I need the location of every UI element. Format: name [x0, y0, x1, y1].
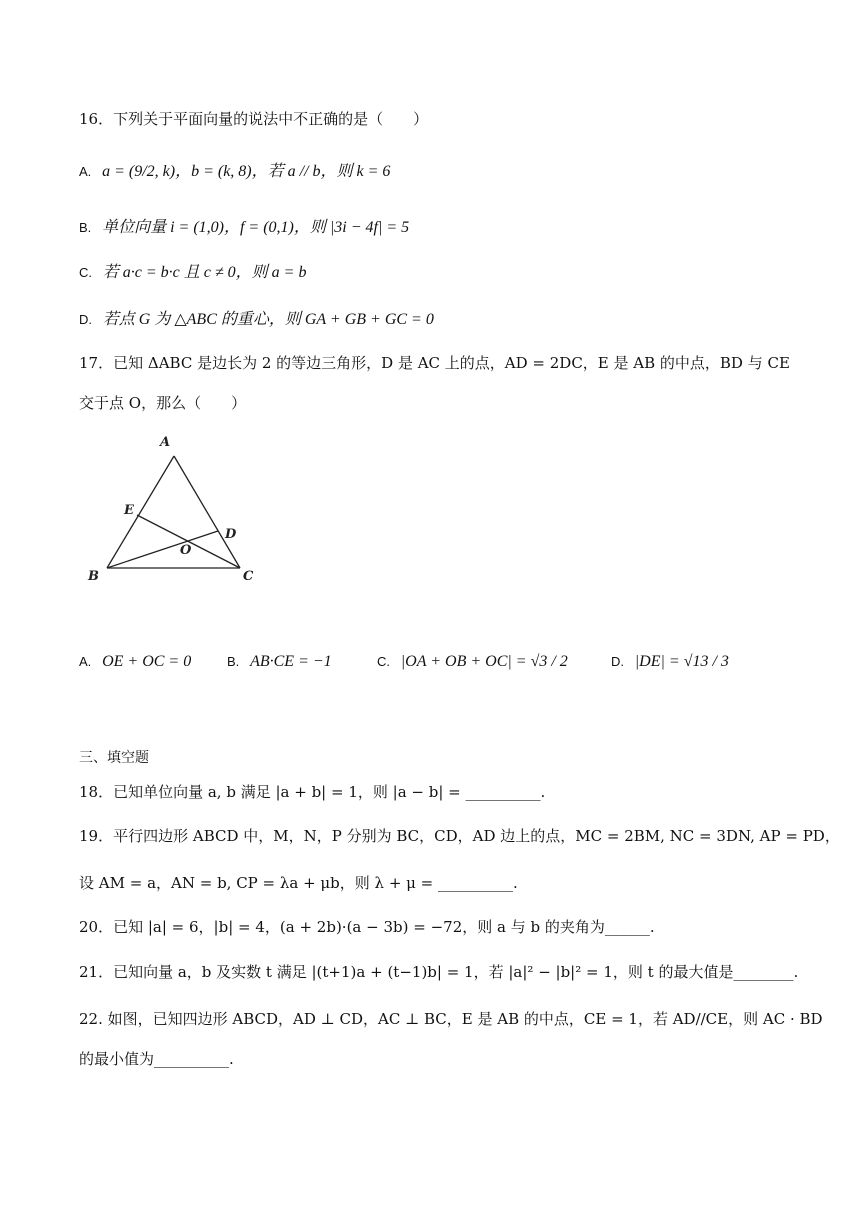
q19-line2: 设 AM = a，AN = b, CP = λa + μb，则 λ + μ = __________.	[79, 874, 518, 892]
q17-option-a-text: OE + OC = 0	[102, 653, 192, 670]
q22-line1: 22. 如图，已知四边形 ABCD，AD ⊥ CD，AC ⊥ BC，E 是 AB 的中点，CE = 1，若 AD//CE，则 AC · BD	[79, 1010, 823, 1028]
q16-option-a	[79, 160, 800, 183]
q17-option-a-label: A.	[79, 654, 92, 669]
point-label-d: D	[225, 527, 237, 542]
q17-option-d-text: |DE| = √13 / 3	[634, 653, 729, 670]
q17-option-b	[227, 652, 332, 671]
q16-option-d	[79, 308, 800, 331]
vertex-label-b: B	[88, 569, 99, 584]
q16-option-d-text: 若点 G 为 △ABC 的重心，则 GA + GB + GC = 0	[102, 311, 434, 328]
q16-option-b	[79, 216, 800, 239]
q17-option-c	[377, 652, 568, 671]
q16-option-c-label: C.	[79, 265, 92, 280]
q19-line1: 19．平行四边形 ABCD 中，M，N，P 分别为 BC，CD，AD 边上的点，MC = 2BM, NC = 3DN, AP = PD，	[79, 827, 840, 845]
q17-option-b-text: AB·CE = −1	[250, 653, 332, 670]
side-ab	[107, 456, 174, 568]
q20-text: 20．已知 |a| = 6，|b| = 4，(a + 2b)·(a − 3b) = −72，则 a 与 b 的夹角为______.	[79, 918, 655, 936]
q17-option-d	[611, 652, 729, 671]
section-title: 三、填空题	[79, 749, 149, 765]
point-label-e: E	[124, 503, 134, 518]
q22-line2: 的最小值为__________.	[79, 1050, 234, 1068]
q18-text: 18．已知单位向量 a, b 满足 |a + b| = 1，则 |a − b| = __________.	[79, 783, 546, 801]
q17-stem-line2: 交于点 O，那么（ ）	[79, 394, 247, 412]
q17-options	[79, 652, 800, 692]
point-label-o: O	[180, 543, 192, 558]
q16-option-b-text: 单位向量 i = (1,0)，f = (0,1)，则 |3i − 4f| = 5	[102, 219, 410, 236]
q17-option-c-text: |OA + OB + OC| = √3 / 2	[400, 653, 568, 670]
q16-option-a-text: a = (9/2, k)，b = (k, 8)，若 a // b，则 k = 6	[102, 163, 391, 180]
q16-option-c	[79, 261, 800, 284]
q16-option-a-label: A.	[79, 164, 92, 179]
vertex-label-c: C	[243, 569, 254, 584]
triangle-figure	[80, 428, 280, 598]
q16-option-d-label: D.	[79, 312, 92, 327]
q21-text: 21．已知向量 a，b 及实数 t 满足 |(t+1)a + (t−1)b| = 1，若 |a|² − |b|² = 1，则 t 的最大值是________.	[79, 963, 799, 981]
q16-stem: 16．下列关于平面向量的说法中不正确的是（ ）	[79, 110, 429, 128]
q16-option-b-label: B.	[79, 220, 92, 235]
q17-stem-line1: 17．已知 ΔABC 是边长为 2 的等边三角形，D 是 AC 上的点，AD = 2DC，E 是 AB 的中点，BD 与 CE	[79, 354, 790, 372]
q17-option-c-label: C.	[377, 654, 390, 669]
q17-option-b-label: B.	[227, 654, 240, 669]
q16-option-c-text: 若 a·c = b·c 且 c ≠ 0，则 a = b	[102, 264, 307, 281]
segment-bd	[107, 531, 218, 568]
q17-option-a	[79, 652, 191, 671]
vertex-label-a: A	[160, 435, 171, 450]
q17-option-d-label: D.	[611, 654, 624, 669]
